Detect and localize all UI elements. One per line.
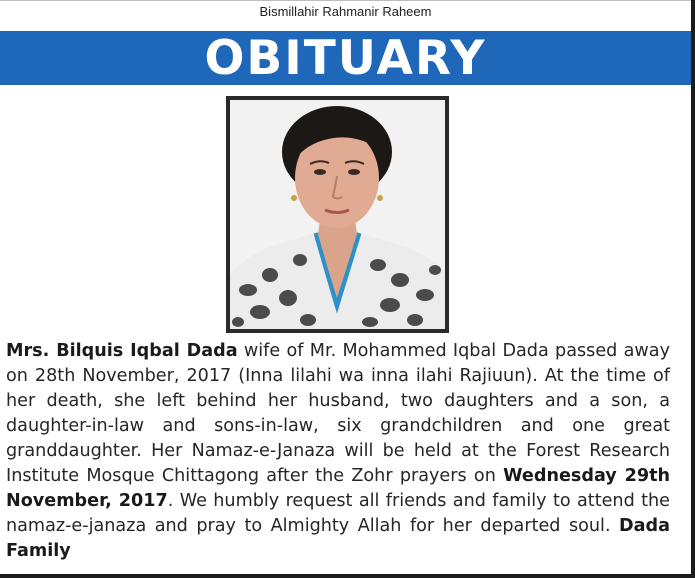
portrait-photo-icon <box>230 100 445 329</box>
right-border <box>691 0 695 578</box>
deceased-name: Mrs. Bilquis Iqbal Dada <box>6 341 238 361</box>
notice-text-part2: . We humbly request all friends and family to attend the namaz-e-janaza and pray to Almighty Allah for her departed soul. <box>6 491 670 536</box>
family-signature: Dada Family <box>6 516 670 561</box>
bottom-border <box>0 574 695 578</box>
page-title: OBITUARY <box>204 30 487 86</box>
notice-text-part1: wife of Mr. Mohammed Iqbal Dada passed away on 28th November, 2017 (Inna lilahi wa inna ilahi Rajiuun). At the time of her death, she left behind her husband, two daughters and a son, a daughter-in-law and sons-in-law, six grandchildren and one great granddaughter. Her Namaz-e-Janaza will be held at the Forest Research Institute Mosque Chittagong after the Zohr prayers on <box>6 341 670 486</box>
blessing-line: Bismillahir Rahmanir Raheem <box>259 4 432 19</box>
janaza-date: Wednesday 29th November, 2017 <box>6 466 670 511</box>
top-border <box>0 0 695 1</box>
obituary-notice <box>6 339 670 564</box>
title-banner <box>0 31 691 85</box>
portrait-photo <box>226 96 449 333</box>
